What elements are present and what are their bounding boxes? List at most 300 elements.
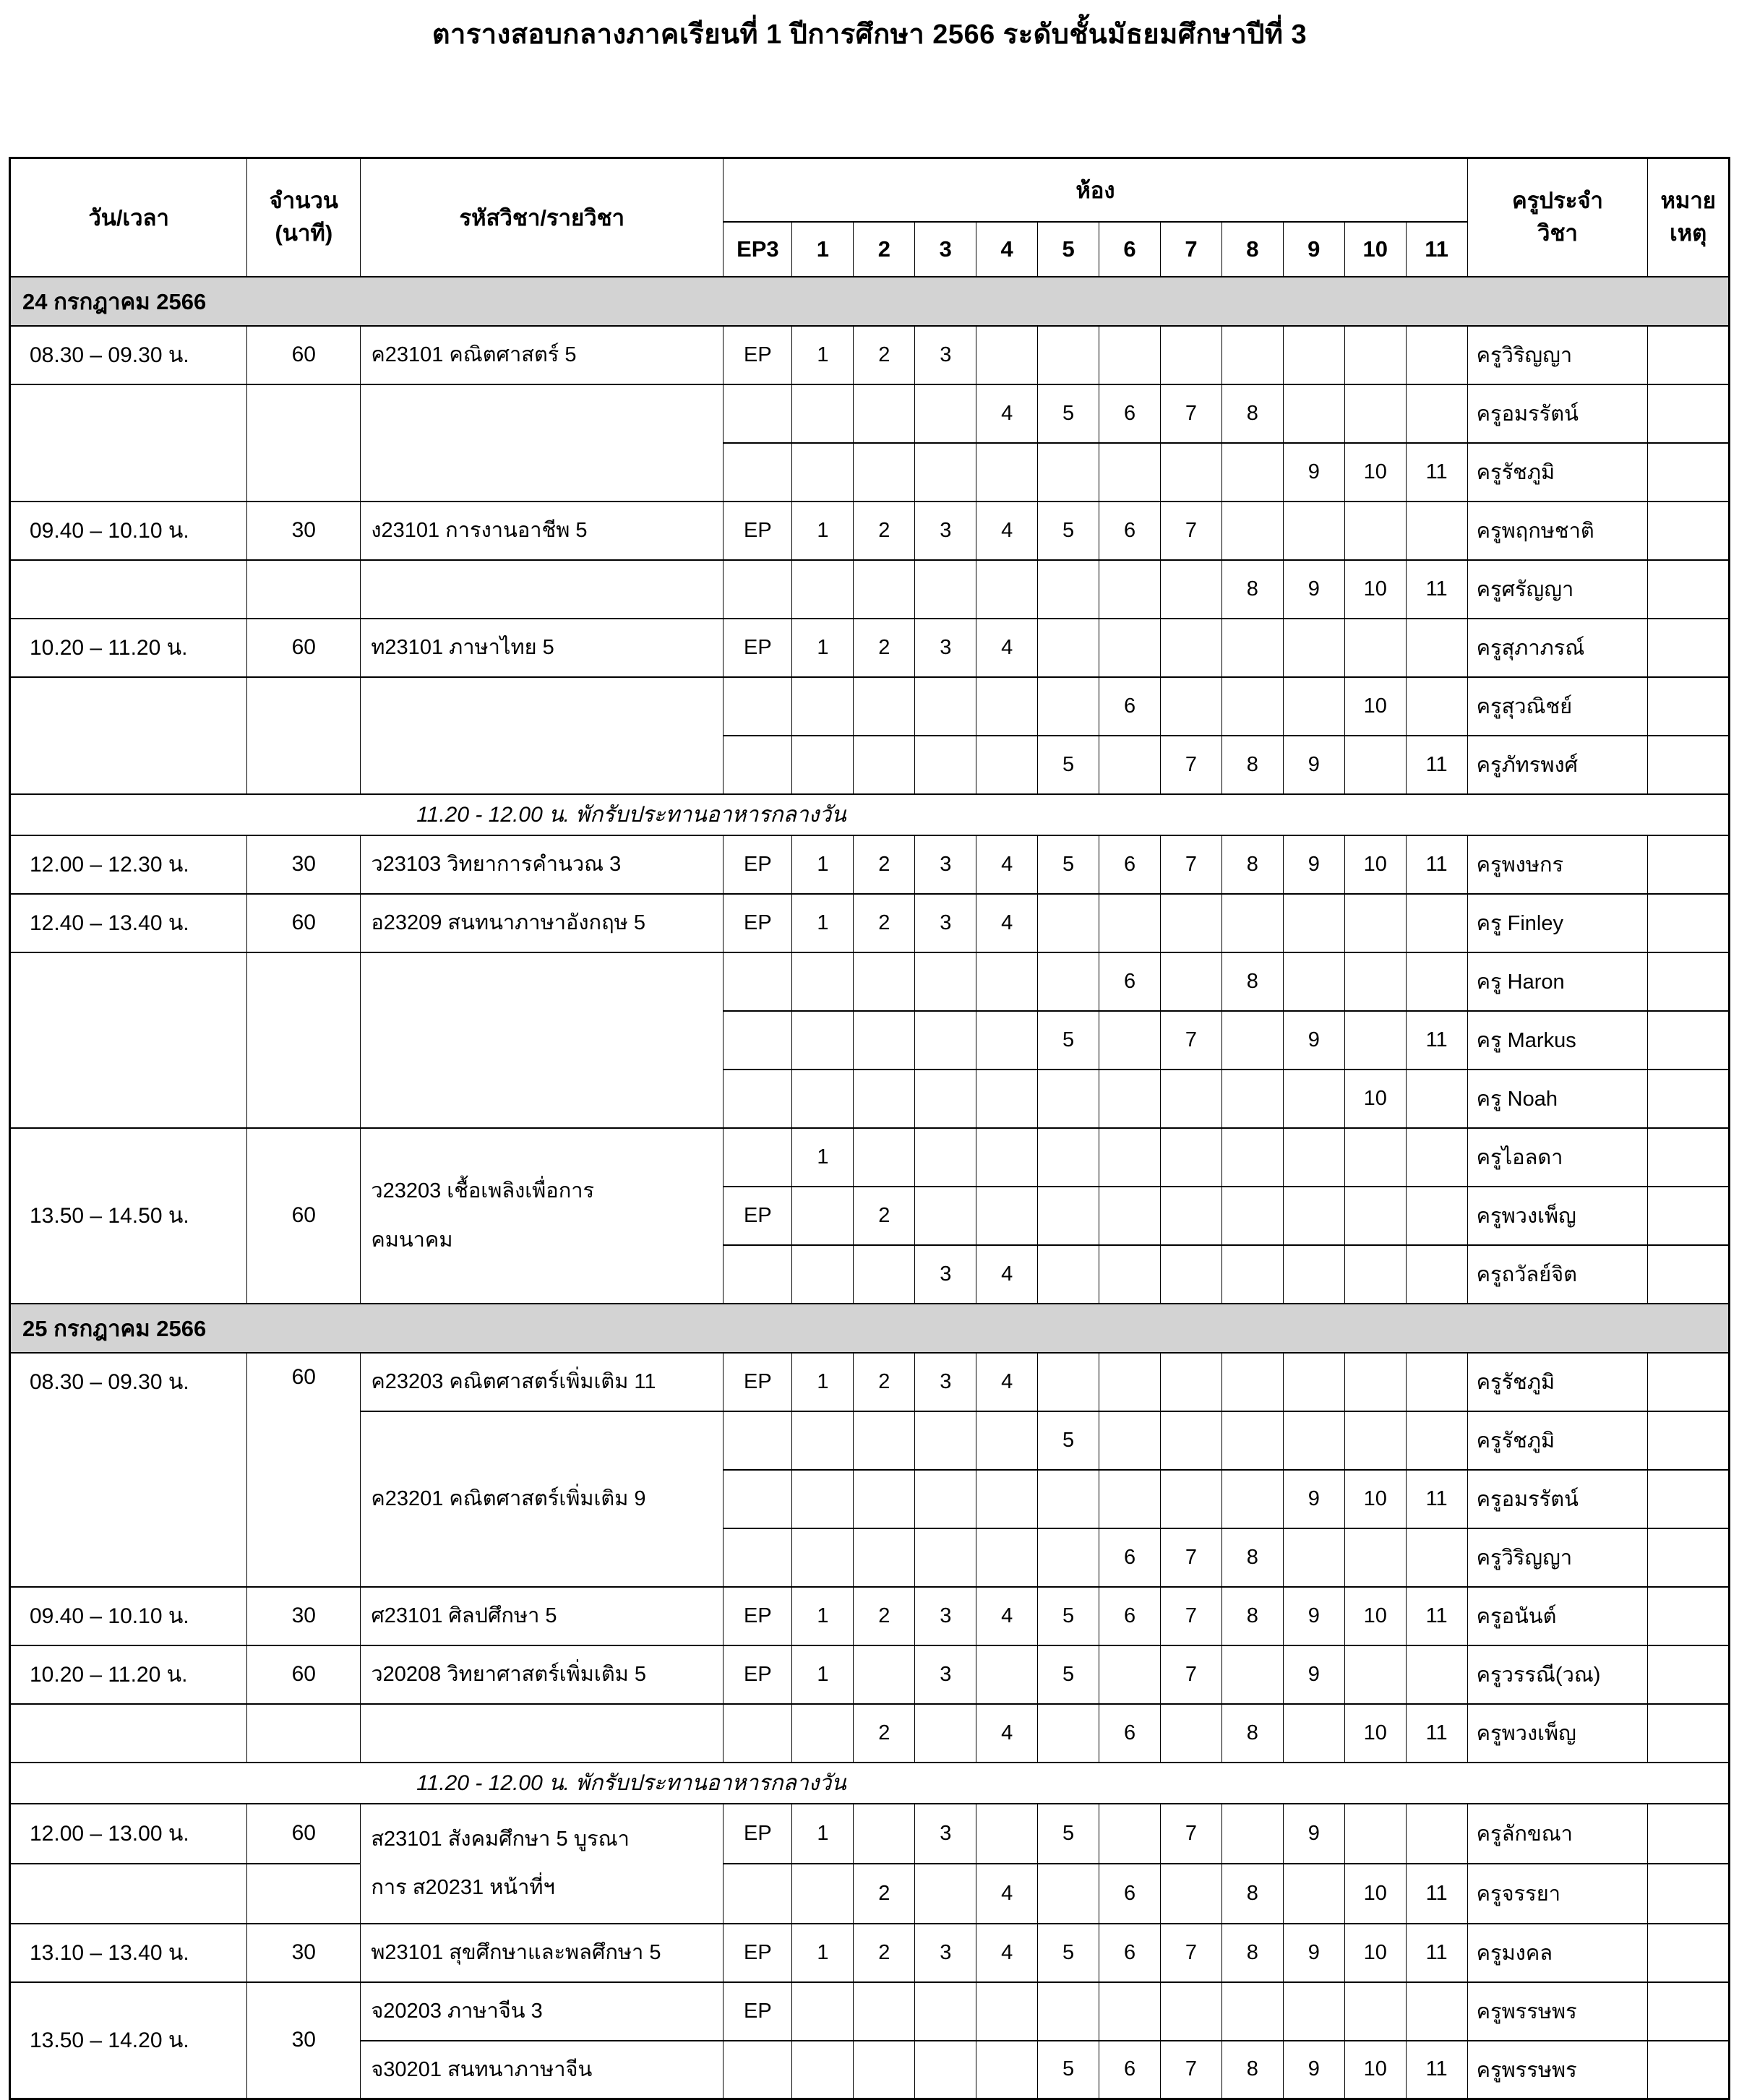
room-cell: 10: [1344, 560, 1406, 619]
room-cell: [1344, 894, 1406, 952]
room-cell: [723, 677, 792, 736]
day-section-label: 24 กรกฎาคม 2566: [10, 277, 1730, 326]
room-cell: [1344, 1804, 1406, 1864]
room-cell: [1344, 384, 1406, 443]
header-teacher: [1467, 158, 1648, 277]
room-cell: 10: [1344, 1070, 1406, 1128]
exam-minutes-cell: [247, 952, 361, 1128]
room-cell: [1406, 1187, 1467, 1245]
room-cell: [1406, 1804, 1467, 1864]
room-cell: [1221, 1470, 1283, 1528]
room-cell: [1283, 1411, 1344, 1470]
room-cell: EP: [723, 835, 792, 894]
room-cell: [1283, 1245, 1344, 1304]
room-cell: 11: [1406, 2041, 1467, 2099]
room-cell: [1099, 1982, 1161, 2041]
room-cell: 8: [1221, 952, 1283, 1011]
room-cell: [915, 736, 976, 794]
room-cell: 4: [976, 384, 1038, 443]
room-cell: [1406, 1128, 1467, 1187]
header-teacher-line1: ครูประจำ: [1512, 187, 1603, 213]
room-cell: 11: [1406, 1924, 1467, 1982]
room-cell: 1: [792, 1804, 854, 1864]
room-cell: 2: [854, 1704, 915, 1763]
room-cell: 10: [1344, 1864, 1406, 1924]
subject-line: จ20203 ภาษาจีน 3: [371, 1999, 543, 2023]
room-cell: [854, 1128, 915, 1187]
room-cell: 6: [1099, 835, 1161, 894]
remark-cell: [1648, 835, 1730, 894]
room-cell: [976, 443, 1038, 502]
subject-cell: [361, 1128, 723, 1304]
room-cell: [723, 736, 792, 794]
remark-cell: [1648, 1128, 1730, 1187]
room-cell: [1283, 1528, 1344, 1587]
exam-time-cell: [10, 952, 247, 1128]
room-cell: [723, 2041, 792, 2099]
room-cell: [915, 1470, 976, 1528]
room-cell: EP: [723, 1645, 792, 1704]
room-cell: 4: [976, 1245, 1038, 1304]
teacher-cell: ครูมงคล: [1467, 1924, 1648, 1982]
room-cell: 7: [1160, 502, 1221, 560]
room-cell: [1099, 1070, 1161, 1128]
exam-row: [10, 502, 1730, 560]
room-cell: [723, 1864, 792, 1924]
room-cell: 10: [1344, 1587, 1406, 1645]
room-cell: [1038, 1070, 1099, 1128]
room-cell: [976, 1011, 1038, 1070]
room-cell: [1406, 894, 1467, 952]
room-cell: [1160, 443, 1221, 502]
room-cell: 2: [854, 1187, 915, 1245]
remark-cell: [1648, 1924, 1730, 1982]
room-cell: [1099, 1645, 1161, 1704]
teacher-cell: ครูอมรรัตน์: [1467, 1470, 1648, 1528]
remark-cell: [1648, 736, 1730, 794]
room-cell: 4: [976, 1924, 1038, 1982]
subject-line: ค23203 คณิตศาสตร์เพิ่มเติม 11: [371, 1369, 656, 1393]
room-cell: EP: [723, 619, 792, 677]
room-cell: 5: [1038, 736, 1099, 794]
teacher-cell: ครูอนันต์: [1467, 1587, 1648, 1645]
header-remark-line1: หมาย: [1660, 187, 1716, 213]
room-cell: [1406, 952, 1467, 1011]
room-cell: 7: [1160, 2041, 1221, 2099]
room-cell: 5: [1038, 502, 1099, 560]
room-cell: [1221, 1187, 1283, 1245]
room-cell: [976, 1411, 1038, 1470]
room-cell: 11: [1406, 1864, 1467, 1924]
room-cell: 5: [1038, 1587, 1099, 1645]
room-cell: 3: [915, 326, 976, 384]
room-cell: 6: [1099, 677, 1161, 736]
room-cell: 4: [976, 894, 1038, 952]
room-cell: [915, 952, 976, 1011]
room-cell: [1283, 1704, 1344, 1763]
remark-cell: [1648, 1704, 1730, 1763]
subject-line: ว20208 วิทยาศาสตร์เพิ่มเติม 5: [371, 1662, 646, 1686]
room-cell: 3: [915, 1353, 976, 1411]
room-cell: [915, 1864, 976, 1924]
room-cell: EP: [723, 1587, 792, 1645]
room-cell: 6: [1099, 384, 1161, 443]
teacher-cell: ครูวรรณี(วณ): [1467, 1645, 1648, 1704]
exam-minutes-cell: 30: [247, 835, 361, 894]
room-cell: 1: [792, 1924, 854, 1982]
room-cell: [723, 1528, 792, 1587]
room-cell: [1038, 677, 1099, 736]
room-cell: [976, 1070, 1038, 1128]
subject-line: ค23201 คณิตศาสตร์เพิ่มเติม 9: [371, 1486, 646, 1510]
teacher-cell: ครูสุวณิชย์: [1467, 677, 1648, 736]
room-cell: [1344, 1982, 1406, 2041]
subject-line: ง23101 การงานอาชีพ 5: [371, 518, 588, 542]
room-cell: [1160, 1704, 1221, 1763]
room-cell: EP: [723, 894, 792, 952]
room-cell: [854, 2041, 915, 2099]
room-cell: [723, 560, 792, 619]
remark-cell: [1648, 1187, 1730, 1245]
header-room-group: ห้อง: [723, 158, 1467, 222]
remark-cell: [1648, 1864, 1730, 1924]
day-section-row: [10, 277, 1730, 326]
room-cell: [792, 443, 854, 502]
room-cell: 1: [792, 1645, 854, 1704]
room-cell: [854, 952, 915, 1011]
remark-cell: [1648, 1804, 1730, 1864]
room-cell: 10: [1344, 677, 1406, 736]
teacher-cell: ครูพรรษพร: [1467, 1982, 1648, 2041]
room-cell: [1283, 894, 1344, 952]
room-cell: [1160, 1864, 1221, 1924]
subject-cell: [361, 619, 723, 677]
header-room-11: 11: [1406, 222, 1467, 277]
room-cell: [1283, 1864, 1344, 1924]
room-cell: [976, 1187, 1038, 1245]
room-cell: [1038, 1128, 1099, 1187]
exam-time-cell: 08.30 – 09.30 น.: [10, 1353, 247, 1587]
exam-row: [10, 384, 1730, 443]
room-cell: 1: [792, 894, 854, 952]
room-cell: [1221, 1645, 1283, 1704]
room-cell: EP: [723, 502, 792, 560]
room-cell: [1344, 502, 1406, 560]
room-cell: [1099, 1411, 1161, 1470]
room-cell: [915, 1982, 976, 2041]
room-cell: 7: [1160, 736, 1221, 794]
room-cell: [792, 1070, 854, 1128]
room-cell: 11: [1406, 1704, 1467, 1763]
exam-minutes-cell: 60: [247, 619, 361, 677]
room-cell: [1038, 1187, 1099, 1245]
room-cell: [1038, 1982, 1099, 2041]
remark-cell: [1648, 619, 1730, 677]
header-remark-line2: เหตุ: [1670, 220, 1707, 246]
header-room-10: 10: [1344, 222, 1406, 277]
remark-cell: [1648, 1470, 1730, 1528]
teacher-cell: ครู Finley: [1467, 894, 1648, 952]
exam-minutes-cell: 60: [247, 1804, 361, 1864]
exam-time-cell: 10.20 – 11.20 น.: [10, 619, 247, 677]
subject-line: ว23203 เชื้อเพลิงเพื่อการ: [371, 1179, 595, 1202]
room-cell: [1038, 1470, 1099, 1528]
room-cell: [915, 443, 976, 502]
room-cell: [723, 1070, 792, 1128]
room-cell: [976, 736, 1038, 794]
room-cell: [1038, 1704, 1099, 1763]
room-cell: 6: [1099, 1587, 1161, 1645]
remark-cell: [1648, 1587, 1730, 1645]
room-cell: [1283, 677, 1344, 736]
room-cell: [1099, 1470, 1161, 1528]
teacher-cell: ครูพวงเพ็ญ: [1467, 1704, 1648, 1763]
room-cell: 7: [1160, 384, 1221, 443]
room-cell: 7: [1160, 1645, 1221, 1704]
remark-cell: [1648, 952, 1730, 1011]
room-cell: [1099, 1804, 1161, 1864]
subject-line: ศ23101 ศิลปศึกษา 5: [371, 1604, 557, 1627]
room-cell: 6: [1099, 502, 1161, 560]
room-cell: EP: [723, 1804, 792, 1864]
room-cell: 4: [976, 1587, 1038, 1645]
exam-minutes-cell: 30: [247, 502, 361, 560]
room-cell: 4: [976, 619, 1038, 677]
room-cell: [1038, 1528, 1099, 1587]
room-cell: [1160, 894, 1221, 952]
room-cell: 4: [976, 1864, 1038, 1924]
room-cell: [1406, 326, 1467, 384]
room-cell: 11: [1406, 443, 1467, 502]
room-cell: [976, 952, 1038, 1011]
room-cell: 6: [1099, 1704, 1161, 1763]
room-cell: [1344, 1645, 1406, 1704]
exam-row: [10, 1982, 1730, 2041]
room-cell: [915, 1187, 976, 1245]
room-cell: 5: [1038, 1804, 1099, 1864]
room-cell: 7: [1160, 1587, 1221, 1645]
room-cell: [1221, 619, 1283, 677]
remark-cell: [1648, 1645, 1730, 1704]
room-cell: [1160, 1070, 1221, 1128]
room-cell: 3: [915, 1645, 976, 1704]
lunch-break-row: [10, 1763, 1730, 1804]
room-cell: [1099, 1011, 1161, 1070]
room-cell: 10: [1344, 1704, 1406, 1763]
exam-minutes-cell: 60: [247, 326, 361, 384]
room-cell: 2: [854, 1864, 915, 1924]
room-cell: [854, 1470, 915, 1528]
room-cell: [1160, 1245, 1221, 1304]
room-cell: [792, 1528, 854, 1587]
room-cell: 7: [1160, 1011, 1221, 1070]
header-room-8: 8: [1221, 222, 1283, 277]
exam-time-cell: 13.50 – 14.50 น.: [10, 1128, 247, 1304]
exam-row: [10, 619, 1730, 677]
room-cell: [1160, 1470, 1221, 1528]
teacher-cell: ครูศรัญญา: [1467, 560, 1648, 619]
exam-minutes-cell: [247, 560, 361, 619]
room-cell: 11: [1406, 835, 1467, 894]
room-cell: 9: [1283, 1470, 1344, 1528]
exam-minutes-cell: 60: [247, 1128, 361, 1304]
exam-minutes-cell: 30: [247, 1924, 361, 1982]
room-cell: [854, 443, 915, 502]
room-cell: [854, 1011, 915, 1070]
room-cell: [976, 677, 1038, 736]
subject-cell: [361, 1411, 723, 1587]
room-cell: 3: [915, 1924, 976, 1982]
exam-minutes-cell: 30: [247, 1982, 361, 2099]
exam-minutes-cell: [247, 677, 361, 794]
exam-row: [10, 894, 1730, 952]
room-cell: 3: [915, 894, 976, 952]
room-cell: 2: [854, 1924, 915, 1982]
room-cell: [1099, 326, 1161, 384]
room-cell: 8: [1221, 2041, 1283, 2099]
room-cell: [1221, 1128, 1283, 1187]
room-cell: [1160, 1982, 1221, 2041]
room-cell: 9: [1283, 1645, 1344, 1704]
room-cell: 6: [1099, 952, 1161, 1011]
teacher-cell: ครู Noah: [1467, 1070, 1648, 1128]
room-cell: [1160, 326, 1221, 384]
exam-minutes-cell: [247, 384, 361, 502]
subject-line: การ ส20231 หน้าที่ฯ: [371, 1876, 555, 1900]
subject-cell: [361, 1645, 723, 1704]
header-teacher-line2: วิชา: [1537, 220, 1578, 246]
room-cell: 1: [792, 1128, 854, 1187]
room-cell: [1283, 1353, 1344, 1411]
room-cell: 8: [1221, 1924, 1283, 1982]
exam-row: [10, 835, 1730, 894]
day-section-label: 25 กรกฎาคม 2566: [10, 1304, 1730, 1353]
room-cell: [792, 1411, 854, 1470]
room-cell: [1160, 1128, 1221, 1187]
subject-cell: [361, 1704, 723, 1763]
room-cell: 5: [1038, 835, 1099, 894]
room-cell: 6: [1099, 1924, 1161, 1982]
remark-cell: [1648, 384, 1730, 443]
exam-time-cell: [10, 384, 247, 502]
room-cell: 2: [854, 894, 915, 952]
room-cell: [854, 1982, 915, 2041]
teacher-cell: ครูรัชภูมิ: [1467, 1353, 1648, 1411]
exam-row: [10, 326, 1730, 384]
remark-cell: [1648, 1245, 1730, 1304]
room-cell: EP: [723, 326, 792, 384]
room-cell: [723, 1128, 792, 1187]
teacher-cell: ครูลักขณา: [1467, 1804, 1648, 1864]
header-room-1: 1: [792, 222, 854, 277]
room-cell: [854, 1245, 915, 1304]
room-cell: 5: [1038, 384, 1099, 443]
room-cell: [1099, 1353, 1161, 1411]
room-cell: 9: [1283, 1011, 1344, 1070]
room-cell: [1099, 1245, 1161, 1304]
day-section-row: [10, 1304, 1730, 1353]
room-cell: [854, 1645, 915, 1704]
teacher-cell: ครูรัชภูมิ: [1467, 1411, 1648, 1470]
room-cell: [854, 1804, 915, 1864]
room-cell: 5: [1038, 1411, 1099, 1470]
header-duration-line2: (นาที): [275, 220, 333, 246]
subject-line: พ23101 สุขศึกษาและพลศึกษา 5: [371, 1940, 661, 1964]
room-cell: [1283, 952, 1344, 1011]
room-cell: 3: [915, 619, 976, 677]
room-cell: 5: [1038, 1924, 1099, 1982]
room-cell: [1283, 502, 1344, 560]
room-cell: [1038, 619, 1099, 677]
room-cell: [1406, 502, 1467, 560]
room-cell: [915, 2041, 976, 2099]
room-cell: [1344, 1411, 1406, 1470]
room-cell: [1283, 384, 1344, 443]
room-cell: 3: [915, 1245, 976, 1304]
room-cell: [1283, 326, 1344, 384]
room-cell: 4: [976, 835, 1038, 894]
teacher-cell: ครูวิริญญา: [1467, 326, 1648, 384]
room-cell: 7: [1160, 1924, 1221, 1982]
room-cell: [723, 443, 792, 502]
teacher-cell: ครูถวัลย์จิต: [1467, 1245, 1648, 1304]
room-cell: [1344, 952, 1406, 1011]
remark-cell: [1648, 894, 1730, 952]
room-cell: 4: [976, 502, 1038, 560]
room-cell: [854, 1411, 915, 1470]
room-cell: 1: [792, 326, 854, 384]
room-cell: [1221, 677, 1283, 736]
room-cell: [915, 1704, 976, 1763]
exam-row: [10, 1128, 1730, 1187]
exam-time-cell: 12.40 – 13.40 น.: [10, 894, 247, 952]
exam-row: [10, 1587, 1730, 1645]
room-cell: [1406, 1353, 1467, 1411]
room-cell: 7: [1160, 1528, 1221, 1587]
room-cell: [976, 2041, 1038, 2099]
header-room-4: 4: [976, 222, 1038, 277]
room-cell: [1221, 326, 1283, 384]
room-cell: 1: [792, 619, 854, 677]
room-cell: 8: [1221, 560, 1283, 619]
room-cell: [1221, 502, 1283, 560]
room-cell: 8: [1221, 835, 1283, 894]
teacher-cell: ครูพฤกษชาติ: [1467, 502, 1648, 560]
room-cell: [1099, 1187, 1161, 1245]
subject-line: จ30201 สนทนาภาษาจีน: [371, 2057, 593, 2081]
room-cell: [976, 1470, 1038, 1528]
room-cell: [723, 1011, 792, 1070]
room-cell: 8: [1221, 736, 1283, 794]
teacher-cell: ครูจรรยา: [1467, 1864, 1648, 1924]
room-cell: [1221, 1353, 1283, 1411]
room-cell: [1221, 443, 1283, 502]
exam-schedule-table: [9, 157, 1730, 2100]
header-day-time: วัน/เวลา: [10, 158, 247, 277]
exam-row: [10, 1804, 1730, 1864]
room-cell: 4: [976, 1704, 1038, 1763]
room-cell: 10: [1344, 2041, 1406, 2099]
room-cell: [1038, 952, 1099, 1011]
room-cell: 11: [1406, 560, 1467, 619]
room-cell: 9: [1283, 443, 1344, 502]
room-cell: [976, 1982, 1038, 2041]
room-cell: [723, 1704, 792, 1763]
room-cell: 9: [1283, 835, 1344, 894]
lunch-break-row: [10, 794, 1730, 835]
room-cell: [792, 1187, 854, 1245]
remark-cell: [1648, 1528, 1730, 1587]
